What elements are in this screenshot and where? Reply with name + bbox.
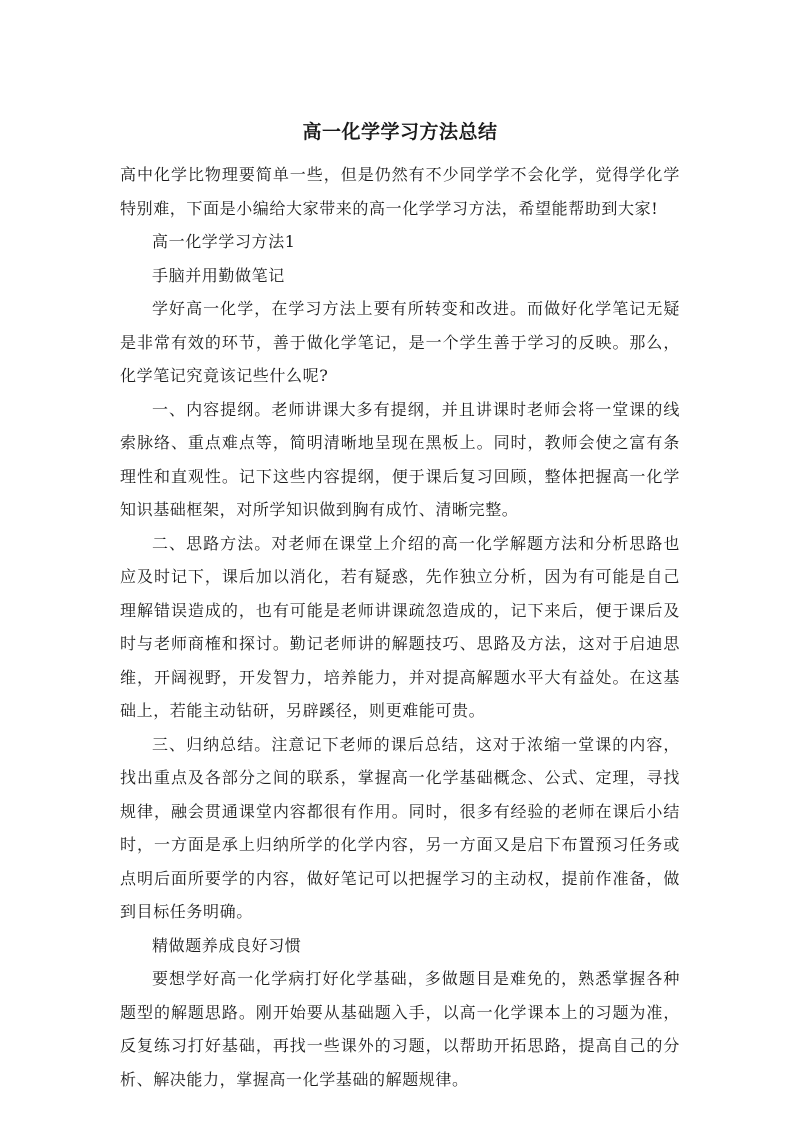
paragraph-summary: 三、归纳总结。注意记下老师的课后总结，这对于浓缩一堂课的内容，找出重点及各部分之间的联系，掌握高一化学基础概念、公式、定理，寻找规律，融会贯通课堂内容都很有作用。同时，很多有经验的老师在课后小结时，一方面是承上归纳所学的化学内容，另一方面又是启下布置预习任务或点明后面所要学的内容，做好笔记可以把握学习的主动权，提前作准备，做到目标任务明确。 [120,734,680,921]
paragraph-notes-intro: 学好高一化学，在学习方法上要有所转变和改进。而做好化学笔记无疑是非常有效的环节，善于做化学笔记，是一个学生善于学习的反映。那么，化学笔记究竟该记些什么呢? [120,299,680,385]
document-page [120,118,680,1096]
subheading-exercises: 精做题养成良好习惯 [152,935,302,955]
intro-paragraph: 高中化学比物理要简单一些，但是仍然有不少同学学不会化学，觉得学化学特别难，下面是小编给大家带来的高一化学学习方法，希望能帮助到大家! [120,165,680,218]
section-heading-method-1: 高一化学学习方法1 [152,232,296,251]
paragraph-outline: 一、内容提纲。老师讲课大多有提纲，并且讲课时老师会将一堂课的线索脉络、重点难点等，简明清晰地呈现在黑板上。同时，教师会使之富有条理性和直观性。记下这些内容提纲，便于课后复习回顾，整体把握高一化学知识基础框架，对所学知识做到胸有成竹、清晰完整。 [120,399,680,519]
document-title: 高一化学学习方法总结 [302,121,498,143]
subheading-notes: 手脑并用勤做笔记 [152,265,285,285]
paragraph-thinking-methods: 二、思路方法。对老师在课堂上介绍的高一化学解题方法和分析思路也应及时记下，课后加以消化，若有疑惑，先作独立分析，因为有可能是自己理解错误造成的，也有可能是老师讲课疏忽造成的，记下来后，便于课后及时与老师商榷和探讨。勤记老师讲的解题技巧、思路及方法，这对于启迪思维，开阔视野，开发智力，培养能力，并对提高解题水平大有益处。在这基础上，若能主动钻研，另辟蹊径，则更难能可贵。 [120,533,680,720]
paragraph-exercises: 要想学好高一化学病打好化学基础，多做题目是难免的，熟悉掌握各种题型的解题思路。刚开始要从基础题入手，以高一化学课本上的习题为准，反复练习打好基础，再找一些课外的习题，以帮助开拓思路，提高自己的分析、解决能力，掌握高一化学基础的解题规律。 [120,969,680,1089]
